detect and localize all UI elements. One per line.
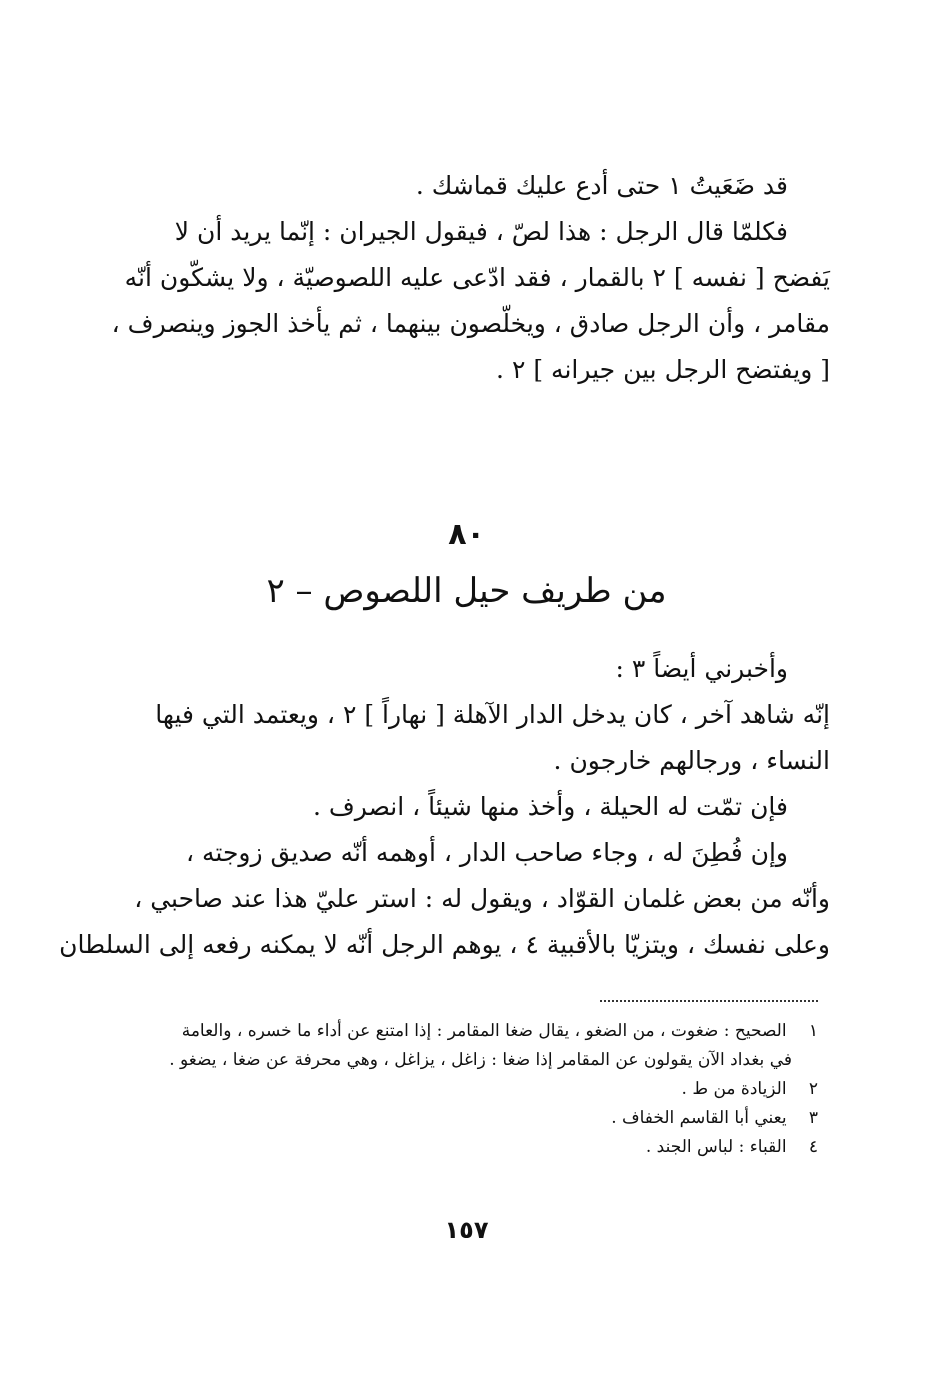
footnote-2 xyxy=(150,1075,818,1104)
text-line: وأنّه من بعض غلمان القوّاد ، ويقول له : استر عليّ هذا عند صاحبي ، xyxy=(134,884,830,913)
chapter-title: من طريف حيل اللصوص – ٢ xyxy=(266,571,667,611)
footnote-1-continuation: في بغداد الآن يقولون عن المقامر إذا ضغا : زاغل ، يزاغل ، وهي محرفة عن ضغا ، يضغو . xyxy=(169,1050,792,1070)
main-text xyxy=(59,646,830,968)
footnote-text: القباء : لباس الجند . xyxy=(645,1137,787,1157)
text-line: فإن تمّت له الحيلة ، وأخذ منها شيئاً ، انصرف . xyxy=(313,792,788,821)
footnote-number: ١ xyxy=(808,1021,818,1041)
text-line: يَفضح [ نفسه ] ٢ بالقمار ، فقد ادّعى عليه اللصوصيّة ، ولا يشكّون أنّه xyxy=(124,263,830,292)
footnote-text: يعني أبا القاسم الخفاف . xyxy=(611,1108,787,1128)
text-line: فكلمّا قال الرجل : هذا لصّ ، فيقول الجيران : إنّما يريد أن لا xyxy=(174,217,788,246)
footnote-4 xyxy=(150,1133,818,1162)
footnote-1 xyxy=(150,1017,818,1046)
chapter-number: ٨٠ xyxy=(448,517,485,552)
footnote-separator xyxy=(600,1000,818,1002)
footnote-text: الزيادة من ط . xyxy=(681,1079,787,1099)
top-paragraph xyxy=(111,163,830,393)
text-line: وأخبرني أيضاً ٣ : xyxy=(615,654,788,683)
footnote-number: ٣ xyxy=(808,1108,818,1128)
footnote-number: ٤ xyxy=(808,1137,818,1157)
text-line: مقامر ، وأن الرجل صادق ، ويخلّصون بينهما ، ثم يأخذ الجوز وينصرف ، xyxy=(111,309,830,338)
footnotes xyxy=(150,1017,818,1162)
text-line: النساء ، ورجالهم خارجون . xyxy=(553,746,830,775)
footnote-text: الصحيح : ضغوت ، من الضغو ، يقال ضغا المقامر : إذا امتنع عن أداء ما خسره ، والعامة xyxy=(181,1021,787,1041)
page-number: ١٥٧ xyxy=(444,1216,489,1244)
text-line: وعلى نفسك ، ويتزيّا بالأقبية ٤ ، يوهم الرجل أنّه لا يمكنه رفعه إلى السلطان xyxy=(59,930,830,959)
footnote-number: ٢ xyxy=(808,1079,818,1099)
text-line: وإن فُطِنَ له ، وجاء صاحب الدار ، أوهمه أنّه صديق زوجته ، xyxy=(186,838,788,867)
text-line: إنّه شاهد آخر ، كان يدخل الدار الآهلة [ نهاراً ] ٢ ، ويعتمد التي فيها xyxy=(155,700,830,729)
text-line: قد ضَعَيتُ ١ حتى أدع عليك قماشك . xyxy=(415,171,788,200)
footnote-3 xyxy=(150,1104,818,1133)
text-line: [ ويفتضح الرجل بين جيرانه ] ٢ . xyxy=(496,355,830,384)
